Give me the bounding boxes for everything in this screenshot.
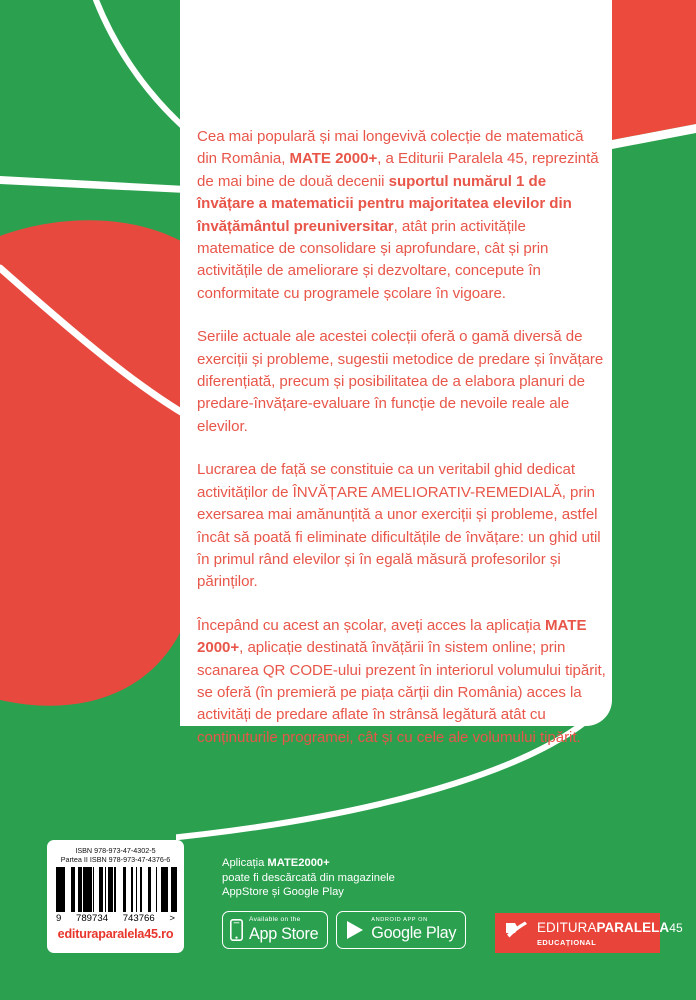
publisher-website: edituraparalela45.ro (57, 927, 174, 942)
publisher-name-part1: EDITURA (537, 919, 597, 935)
publisher-tagline: EDUCAȚIONAL (537, 937, 597, 947)
app-promo-line-3: AppStore și Google Play (222, 886, 344, 899)
store-badges (222, 911, 472, 949)
paragraph-collection: Cea mai populară și mai longevivă colecție de matematică din România, MATE 2000+, a Editurii Paralela 45, reprezintă de mai bine de două decenii suportul numărul 1 de învățare a matematicii pentru majoritatea elevilor din învățământul preuniversitar, atât prin activitățile matematice de consolidare și aprofundare, cât și prin activitățile de ameliorare și dezvoltare, concepute în conformitate cu programele școlare în vigoare. (197, 128, 599, 302)
app-promo-block (222, 856, 472, 949)
app-store-badge-text (249, 917, 318, 942)
app-promo-brand: MATE2000+ (267, 857, 330, 869)
play-triangle-icon (344, 919, 365, 941)
google-play-badge-small: ANDROID APP ON (371, 916, 428, 923)
publisher-logo-text (537, 920, 683, 947)
app-promo-line-1 (222, 856, 472, 871)
book-check-icon (504, 919, 529, 948)
isbn-line-1: ISBN 978-973-47-4302-5 (75, 846, 156, 855)
google-play-badge[interactable] (336, 911, 466, 949)
google-play-badge-big: Google Play (371, 924, 457, 943)
paragraph-guide: Lucrarea de față se constituie ca un veritabil ghid dedicat activităților de ÎNVĂȚARE AMELIORATIV-REMEDIALĂ, prin exersarea mai amănunțită a unor exerciții și probleme, astfel încât să poată fi eliminate dificultățile de învățare: un ghid util în primul rând elevilor și în egală măsură profesorilor și părinților. (197, 461, 601, 591)
back-cover-copy (197, 126, 607, 749)
paragraph-app: Începând cu acest an școlar, aveți acces la aplicația MATE 2000+, aplicație destinată învățării în sistem online; prin scanarea QR CODE-ului prezent în interiorul volumului tipărit, se oferă (în premieră pe piața cărții din România) acces la activități de predare aflate în strânsă legătură atât cu conținuturile programei, cât și cu cele ale volumului tipărit. (197, 616, 606, 746)
publisher-name-part2: PARALELA (596, 919, 670, 935)
app-store-badge[interactable] (222, 911, 328, 949)
barcode-digit-group: 9 (56, 913, 62, 925)
publisher-logo (495, 913, 683, 953)
app-store-badge-big: App Store (249, 924, 319, 943)
app-promo-prefix: Aplicația (222, 857, 268, 869)
publisher-name-part3: 45 (669, 920, 683, 935)
barcode-digits (54, 912, 177, 924)
publisher-name (537, 920, 683, 936)
barcode-digit-group: > (169, 913, 175, 925)
google-play-badge-text (371, 918, 456, 942)
app-promo-line-2: poate fi descărcată din magazinele (222, 871, 395, 884)
barcode (54, 867, 177, 912)
iphone-icon (230, 919, 243, 941)
app-store-badge-small: Available on the (249, 916, 301, 924)
isbn-line-2: Partea II ISBN 978-973-47-4376-6 (60, 855, 171, 865)
barcode-digit-group: 789734 (76, 913, 109, 925)
barcode-bar (174, 867, 177, 912)
isbn-barcode-block (47, 840, 184, 953)
paragraph-series: Seriile actuale ale acestei colecții oferă o gamă diversă de exerciții și probleme, sugestii metodice de predare și învățare diferențiată, precum și posibilitatea de a elabora planuri de predare-învățare-evaluare în funcție de nevoile reale ale elevilor. (197, 328, 604, 435)
barcode-digit-group: 743766 (122, 913, 155, 925)
red-band-top-right (612, 0, 696, 140)
